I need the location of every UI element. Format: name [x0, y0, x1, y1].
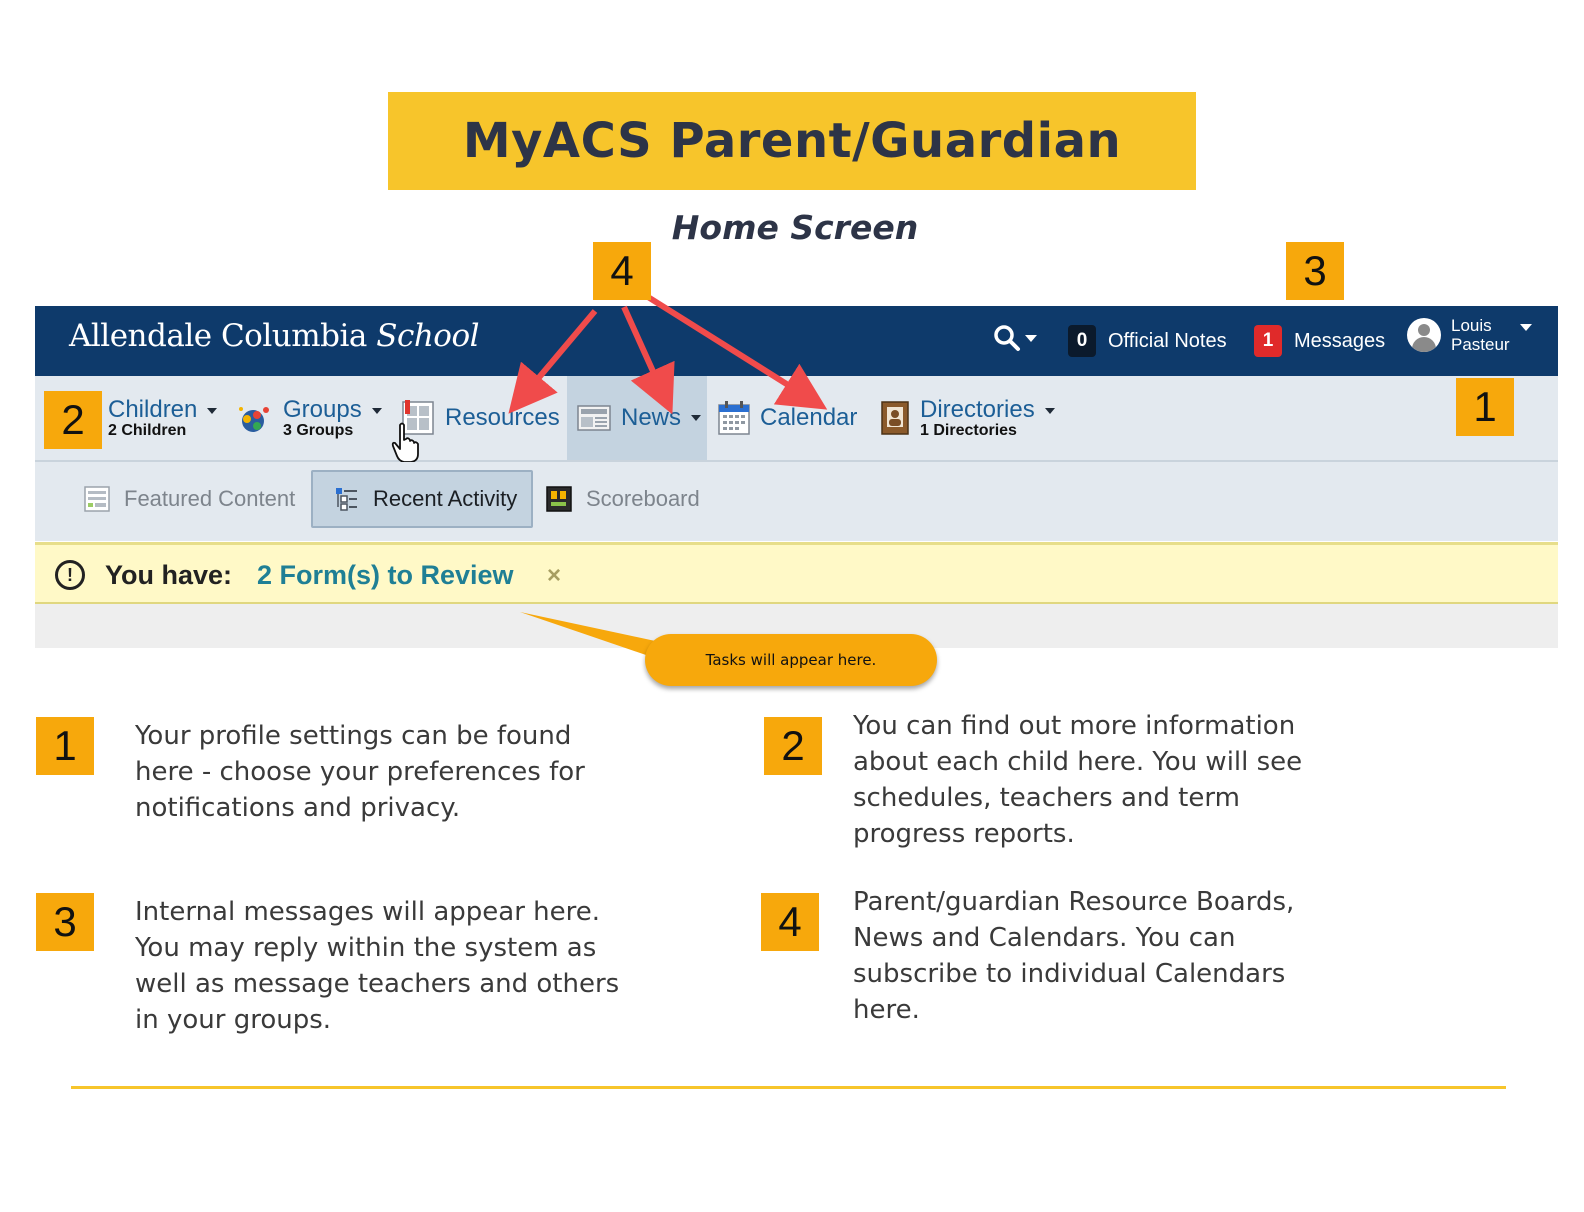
nav-calendar-label: Calendar	[760, 404, 858, 431]
desc-badge-four: 4	[761, 893, 819, 951]
nav-directories-count: 1 Directories	[920, 421, 1017, 439]
page-subtitle: Home Screen	[671, 208, 919, 247]
subnav-featured-label: Featured Content	[124, 486, 296, 511]
school-name-italic: School	[376, 318, 480, 354]
user-first-name: Louis	[1451, 316, 1492, 335]
description-line: notifications and privacy.	[135, 793, 461, 823]
desc-badge-one: 1	[36, 717, 94, 775]
desc-badge-three: 3	[36, 893, 94, 951]
description-line: News and Calendars. You can	[853, 923, 1236, 953]
badge-one: 1	[1456, 378, 1514, 436]
messages-label: Messages	[1294, 329, 1386, 352]
subnav-scoreboard-label: Scoreboard	[586, 486, 700, 511]
messages-count: 1	[1254, 325, 1282, 357]
school-name: Allendale Columbia	[69, 318, 367, 354]
description-line: Parent/guardian Resource Boards,	[853, 887, 1295, 917]
desc-badge-two: 2	[764, 717, 822, 775]
description-line: Internal messages will appear here.	[135, 897, 601, 927]
description-line: subscribe to individual Calendars	[853, 959, 1286, 989]
nav-groups-count: 3 Groups	[283, 421, 354, 439]
description-line: You can find out more information	[853, 711, 1296, 741]
tasks-callout: Tasks will appear here.	[645, 634, 937, 686]
arrow-to-calendar	[648, 297, 812, 400]
description-line: in your groups.	[135, 1005, 332, 1035]
nav-children-count: 2 Children	[108, 421, 187, 439]
badge-three: 3	[1286, 242, 1344, 300]
footer-divider	[71, 1086, 1506, 1089]
description-line: You may reply within the system as	[135, 933, 597, 963]
page-title: MyACS Parent/Guardian	[462, 113, 1122, 169]
description-resources	[853, 884, 1294, 1028]
description-line: schedules, teachers and term	[853, 783, 1240, 813]
nav-news-label: News	[621, 404, 682, 431]
description-line: well as message teachers and others	[135, 969, 620, 999]
description-messages	[135, 894, 619, 1038]
nav-resources-label: Resources	[445, 404, 560, 431]
description-line: here.	[853, 995, 920, 1025]
description-line: progress reports.	[853, 819, 1075, 849]
arrow-to-resources	[520, 311, 595, 400]
description-children	[853, 708, 1302, 852]
badge-four: 4	[593, 242, 651, 300]
nav-directories-label: Directories	[920, 395, 1035, 423]
user-last-name: Pasteur	[1451, 335, 1510, 354]
alert-label: You have:	[105, 560, 233, 590]
description-line: about each child here. You will see	[853, 747, 1303, 777]
official-notes-count: 0	[1068, 325, 1096, 357]
description-profile	[135, 718, 585, 826]
badge-two: 2	[44, 391, 102, 449]
subnav-recent-label: Recent Activity	[373, 486, 518, 511]
alert-icon: !	[55, 560, 85, 590]
forms-to-review-link[interactable]: 2 Form(s) to Review	[257, 560, 514, 590]
official-notes-label: Official Notes	[1108, 329, 1227, 352]
arrow-to-news	[624, 307, 665, 398]
description-line: here - choose your preferences for	[135, 757, 585, 787]
nav-children-label: Children	[108, 395, 198, 423]
description-line: Your profile settings can be found	[135, 721, 572, 751]
close-icon[interactable]: ×	[547, 562, 562, 589]
nav-groups-label: Groups	[283, 395, 362, 423]
